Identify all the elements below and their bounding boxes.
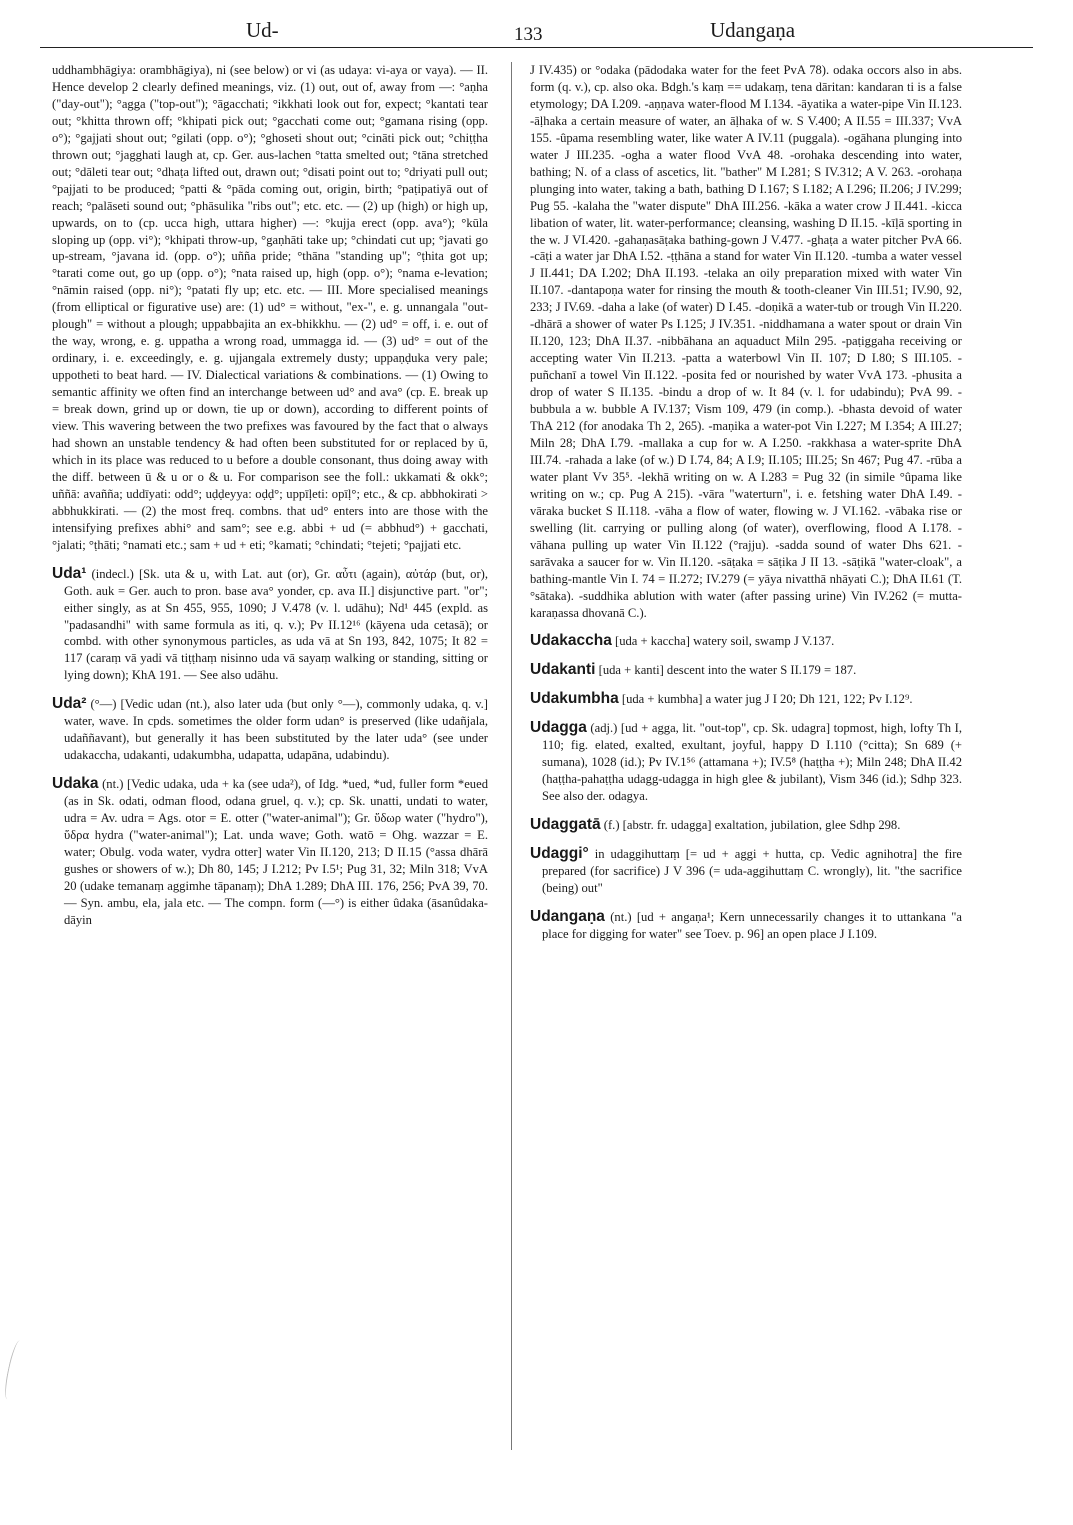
entry-uda2 (52, 696, 488, 764)
entry-udakumbha (530, 691, 962, 708)
page-number: 133 (514, 24, 543, 45)
entry-body: [uda + kaccha] watery soil, swamp J V.137. (615, 634, 835, 649)
running-head-left: Ud- (246, 18, 279, 42)
entry-body: [uda + kumbha] a water jug J I 20; Dh 121, 122; Pv I.12⁹. (621, 692, 913, 707)
entry-continuation: J IV.435) or °odaka (pādodaka water for the feet PvA 78). odaka occors also in abs. form (q. v.), cp. also oka. Bdgh.'s kaṃ == udakaṃ, tena dāritan: kandaran ti is a false etymology; DA I.209. -aṇṇava water-flood M I.134. -āyatika a water-pipe Vin II.123. -āḷhaka a certain measure of water, an āḷhaka of w. S V.400; A II.55 = III.337; VvA 155. -ûpama resembling water, like water A IV.11 (puggala). -ogāhana plunging into water J III.235. -ogha a water flood VvA 48. -orohaka descending into water, bathing; N. of a class of ascetics, lit. "bather" M I.281; S IV.312; A V. 263. -orohaṇa plunging into water, taking a bath, bathing D I.167; S I.182; A I.296; II.206; J IV.299; Pug 55. -kalaha the "water dispute" DhA III.256. -kāka a water crow J II.441. -kicca libation of water, lit. water-performance; cleansing, washing D II.15. -kīḷā sporting in the w. J VI.420. -gahaṇasāṭaka bathing-gown J V.477. -ghaṭa a water pitcher PvA 66. -cāṭi a water jar DhA I.52. -ṭṭhāna a stand for water Vin II.120. -tumba a water vessel J II.441; DA I.202; DhA II.193. -telaka an oily preparation mixed with water Vin II.107. -dantapoṇa water for rinsing the mouth & tooth-cleaner Vin III.51; IV.90, 92, 233; J IV.69. -daha a lake (of water) D I.45. -doṇikā a water-tub or trough Vin II.220. -dhārā a shower of water Ps I.125; J IV.351. -niddhamana a water spout or drain Vin II.120, 123; DhA II.37. -nibbāhana an aquaduct Miln 295. -paṭiggaha receiving or accepting water Vin II.213. -patta a waterbowl Vin II. 107; D I.80; S III.105. -puñchanī a towel Vin II.122. -posita fed or nourished by water VvA 173. -phusita a drop of water S II.135. -bindu a drop of w. It 84 (v. l. for udabindu); PvA 99. -bubbula a w. bubble A IV.137; Vism 109, 479 (in comp.). -bhasta devoid of water ThA 212 (for anodaka Th 2, 265). -maṇika a water-pot Vin I.227; M I.354; A III.27; Miln 28; DhA I.79. -mallaka a cup for w. A I.250. -rakkhasa a water-sprite DhA III.74. -rahada a lake (of w.) D I.74, 84; A I.9; II.105; III.25; Sn 467; Pug 47. -rūba a water plant Vv 35⁵. -lekhā writing on w. A I.283 = Pug 32 (in simile °ûpama like writing on w.; cp. Pug A 215). -vāra "waterturn", i. e. fetshing water DhA I.49. -vāraka bucket S II.118. -vāha a flow of water, flowing w. J VI.162. -vābaka rise or swelling (lit. carrying or pulling along (of water), overflowing, flood A I.178. -vāhana pulling up water Vin II.122 (°rajju). -sadda sound of water Dhs 621. -sarāvaka a saucer for w. Vin II.120. -sāṭaka = sāṭika J II 13. -sāṭikā "water-cloak", a bathing-mantle Vin I. 74 = II.272; IV.279 (= yāya nivatthā nhāyati C.); DhA II.61 (T. °sātaka). -suddhika ablution with water (after passing urine) Vin IV.262 (= mutta-karaṇassa dhovanā C.). (530, 63, 962, 620)
margin-pencil-mark (2, 1340, 25, 1401)
headword: Udangaṇa (530, 907, 605, 925)
entry-uda1 (52, 566, 488, 685)
entry-body: (°—) [Vedic udan (nt.), also later uda (but only °—), commonly udaka, q. v.] water, wave. In cpds. sometimes the older form udan° is preserved (like udañjala, udaññavant), but generally it has been substituted by the later uda° (see under udakaccha, udakanti, udakumbha, udapatta, udapāna, udabindu). (64, 697, 488, 763)
entry-udagga (530, 720, 962, 805)
running-head-right: Udangaṇa (710, 18, 796, 42)
page-header (40, 14, 1033, 48)
entry-udaggata (530, 817, 962, 834)
headword: Udaggatā (530, 816, 601, 834)
headword: Udagga (530, 719, 587, 737)
header-rule (40, 47, 1033, 48)
entry-body: (f.) [abstr. fr. udagga] exaltation, jubilation, glee Sdhp 298. (603, 818, 901, 833)
entry-body: (indecl.) [Sk. uta & u, with Lat. aut (or), Gr. αὖτι (again), αὐτάρ (but, or), Goth. auk = Ger. auch to pron. base ava° yonder, cp. ava II.] disjunctive part. "or"; either singly, as at Sn 455, 955, 1090; J V.478 (v. l. udāhu); Nd¹ 445 (expld. as "padasandhi" with same formula as iti, q. v.); Pv II.12¹⁶ (kāyena uda cetasā); or combd. with other synonymous particles, as uda vā at Sn 193, 842, 1075; It 82 = 117 (caraṃ vā yadi vā tiṭṭhaṃ nisinno uda vā sayaṃ walking or standing, sitting or lying down); KhA 191. — See also udāhu. (64, 566, 488, 683)
entry-udakaccha (530, 633, 962, 650)
headword: Udakanti (530, 661, 596, 679)
headword: Udakumbha (530, 690, 619, 708)
entry-udaggi (530, 846, 962, 897)
headword: Udaka (52, 775, 99, 793)
left-column (52, 62, 488, 929)
column-divider (511, 62, 512, 1450)
entry-continuation: uddhambhāgiya: orambhāgiya), ni (see below) or vi (as udaya: vi-aya or vaya). — II. Hence develop 2 clearly defined meanings, viz. (1) out, out of, away from —: °aṇha ("day-out"); °agga ("top-out"); °āgacchati; °ikkhati look out for, expect; °kantati tear out; °khitta thrown off; °khipati pick out; °gacchati come out; °gamana rising (opp. o°); °gajjati shout out; °gilati (opp. o°); °ghoseti shout out; °cināti pick out; °chiṭṭha thrown out; °jagghati laugh at, cp. Ger. aus-lachen °tatta smelted out; °tāna stretched out; °dāleti tear out; °dhaṭa lifted out, drawn out; °disati point out to; °driyati pull out; °pajjati to be produced; °patti & °pāda coming out, origin, birth; °paṭipatiyā out of reach; °palāseti sound out; °phāsulika "ribs out"; etc. etc. — (2) up (high) or high up, upwards, on to (cp. ucca high, uttara higher) —: °kujja erect (opp. ava°); °kūla sloping up (opp. vi°); °khipati throw-up, °gaṇhāti take up; °chindati cut up; °javati go up-stream, °javana id. (opp. o°); uñña pride; °thāna "standing up"; °ṭhita got up; °tarati come out, go up (opp. o°); °nata raised up, high (opp. o°); °nama e-levation; °nāmin raised (opp. ni°); °patati fly up; etc. etc. — III. More specialised meanings (from elliptical or figurative use) are: (1) ud° = without, "ex-", e. g. unnangala "out-plough" = without a plough; uppabbajita an ex-bhikkhu. — (2) ud° = off, i. e. out of the way, wrong, e. g. uppatha a wrong road, ummagga id. — (3) ud° = out of the ordinary, i. e. exceedingly, e. g. ujjangala extremely dusty; uppaṇḍuka very pale; uppotheti to beat hard. — IV. Dialectical variations & combinations. — (1) Owing to semantic affinity we often find an interchange between ud° and ava° (cp. E. break up = break down, grind up or down, tie up or down), according to different points of view. This wavering between the two prefixes was favoured by the fact that o always had shown an unstable tendency & had often been substituted for or replaced by ū, which in its place was reduced to u before a double consonant, thus doing away with the diff. between ū & u or o & u. For comparison see the foll.: ukkamati & okk°; uññā: avañña; uddīyati: odd°; uḍḍeyya: oḍḍ°; uppīḷeti: opīḷ°; etc., & cp. abbhokirati > abbhukkirati. — (2) the most freq. combns. that ud° enters into are those with the intensifying prefixes abhi° and sam°; see e.g. abbi + ud (= abbhud°) + gacchati, °jalati; °ṭhāti; °namati etc.; sam + ud + eti; °kamati; °chindati; °tejeti; °pajjati etc. (52, 63, 488, 552)
entry-udangana (530, 909, 962, 943)
entry-udakanti (530, 662, 962, 679)
entry-udaka (52, 776, 488, 929)
right-column (530, 62, 962, 943)
entry-body: (adj.) [ud + agga, lit. "out-top", cp. Sk. udagra] topmost, high, lofty Th I, 110; fig. elated, exalted, exultant, joyful, happy D I.110 (°citta); Sn 689 (+ sumana), 1028 (id.); Pv IV.1⁵⁶ (attamana +); IV.5⁸ (haṭṭha +); Miln 248; DhA II.42 (haṭṭha-pahaṭṭha udagg-udagga in high glee & jubilant), Vism 346 (id.); Sdhp 323. See also der. odagya. (542, 721, 962, 804)
headword: Udakaccha (530, 632, 612, 650)
headword: Udaggi° (530, 845, 589, 863)
headword: Uda² (52, 695, 87, 713)
entry-body: in udaggihuttaṃ [= ud + aggi + hutta, cp. Vedic agnihotra] the fire prepared (for sacrifice) J V 396 (= uda-aggihuttaṃ C. wrongly), lit. "the sacrifice (being) out" (542, 847, 962, 895)
entry-body: (nt.) [ud + angaṇa¹; Kern unnecessarily changes it to uttankana "a place for digging for water" see Toev. p. 96] an open place J I.109. (542, 909, 962, 941)
entry-body: [uda + kanti] descent into the water S II.179 = 187. (598, 663, 857, 678)
entry-body: (nt.) [Vedic udaka, uda + ka (see uda²), of Idg. *ued, *ud, fuller form *eued (as in Sk. odati, odman flood, odana gruel, q. v.); cp. Sk. unatti, undati to water, udra = Av. udra = Ags. otor = E. otter ("water-animal"); Gr. ὕδωρ water ("hydro"), ὕδρα hydra ("water-animal"); Lat. unda wave; Goth. watō = Ohg. wazzar = E. water; Obulg. voda water, vydra otter] water Vin II.120, 213; D II.15 (°assa dhārā gushes or showers of w.); Dh 80, 145; J I.212; Pv I.5¹; Pug 31, 32; Miln 318; VvA 20 (udake temanaṃ aggimhe tāpanaṃ); DhA 1.289; DhA III. 176, 256; PvA 39, 70. — Syn. ambu, ela, jala etc. — The compn. form (—°) is either ûdaka (āsanûdaka-dāyin (64, 777, 488, 927)
headword: Uda¹ (52, 564, 87, 582)
